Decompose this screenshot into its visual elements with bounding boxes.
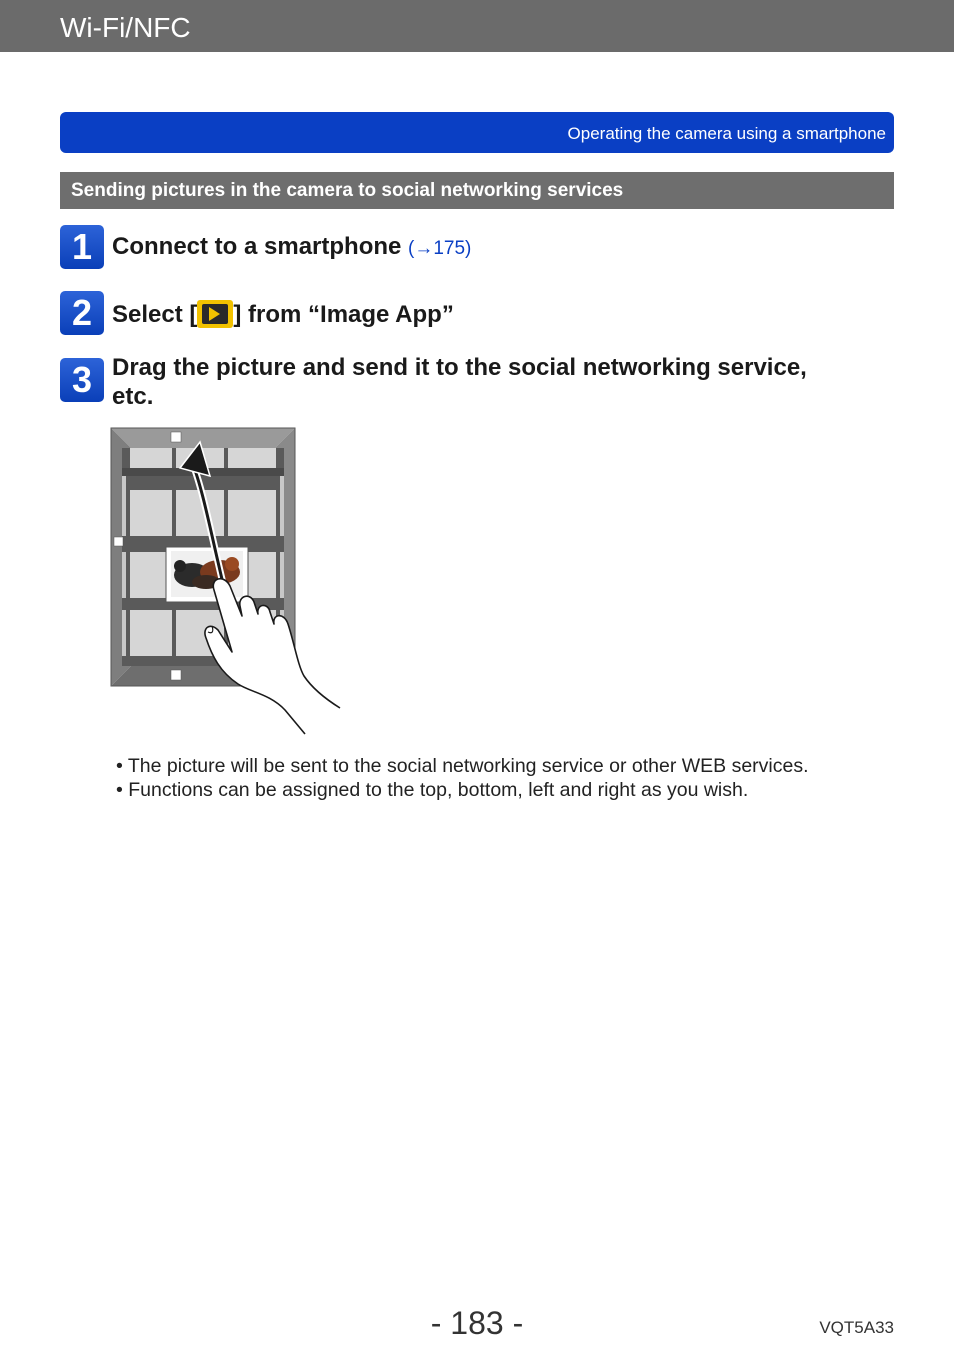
step-2-label-before: Select [ xyxy=(112,301,198,328)
page-number: - 183 - xyxy=(430,1305,524,1341)
note-item: • The picture will be sent to the social networking service or other WEB services. xyxy=(116,755,809,777)
section-bar xyxy=(60,172,894,209)
step-2-text xyxy=(112,300,454,329)
section-title: Sending pictures in the camera to social networking services xyxy=(71,180,624,201)
topic-label: Operating the camera using a smartphone xyxy=(567,124,886,143)
bottom-marker xyxy=(171,670,181,680)
step-1-badge: 1 xyxy=(60,225,104,269)
top-marker xyxy=(171,432,181,442)
step-3-line-2: etc. xyxy=(112,383,154,410)
step-3-badge: 3 xyxy=(60,358,104,402)
step-3-line-1: Drag the picture and send it to the social networking service, xyxy=(112,354,807,381)
notes-list xyxy=(116,755,809,802)
playback-icon xyxy=(197,300,233,328)
drag-illustration xyxy=(100,420,360,740)
header-bar xyxy=(0,0,954,52)
document-code: VQT5A33 xyxy=(819,1318,894,1337)
step-2-label-after: ] from “Image App” xyxy=(233,301,454,328)
left-marker xyxy=(114,537,123,546)
selected-picture xyxy=(166,547,248,602)
step-3-text xyxy=(112,353,807,411)
note-item: • Functions can be assigned to the top, bottom, left and right as you wish. xyxy=(116,778,749,801)
chapter-title: Wi-Fi/NFC xyxy=(60,12,191,43)
step-1-text xyxy=(112,233,471,261)
step-1-label: Connect to a smartphone xyxy=(112,233,402,260)
step-2-badge: 2 xyxy=(60,291,104,335)
step-1-page-link[interactable]: (→175) xyxy=(408,238,472,259)
topic-banner xyxy=(60,112,894,153)
